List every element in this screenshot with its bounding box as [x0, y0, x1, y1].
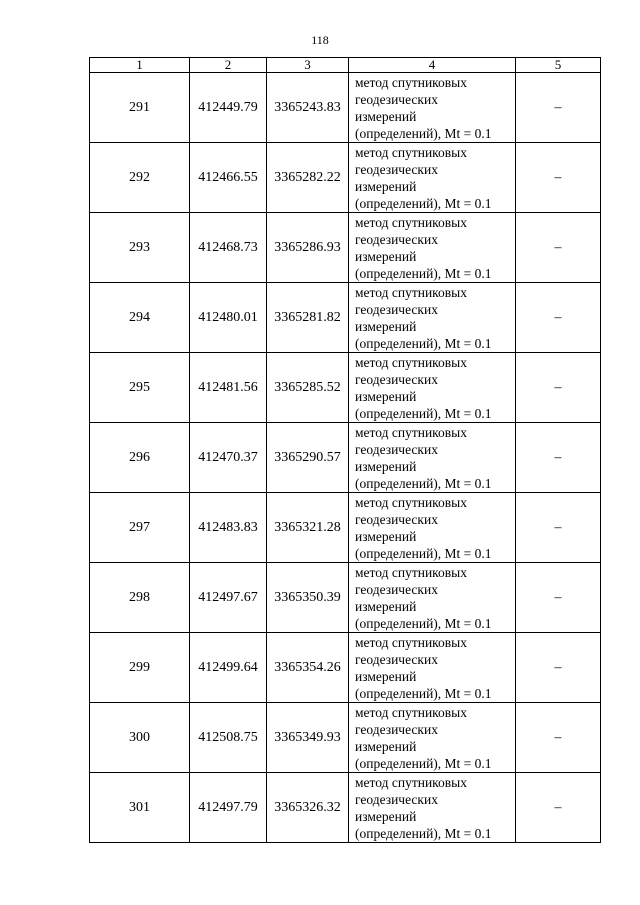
point-number-cell: 294	[90, 283, 190, 353]
method-cell: метод спутниковых геодезических измерений (определений), Mt = 0.1	[349, 493, 516, 563]
x-coordinate-cell: 412483.83	[190, 493, 267, 563]
method-cell: метод спутниковых геодезических измерений (определений), Mt = 0.1	[349, 563, 516, 633]
page-number: 118	[311, 33, 329, 47]
x-coordinate-cell: 412497.67	[190, 563, 267, 633]
note-cell: –	[516, 213, 601, 283]
header-col-4: 4	[349, 58, 516, 73]
x-coordinate-cell: 412466.55	[190, 143, 267, 213]
header-col-3: 3	[267, 58, 349, 73]
note-cell: –	[516, 353, 601, 423]
x-coordinate-cell: 412508.75	[190, 703, 267, 773]
point-number-cell: 297	[90, 493, 190, 563]
y-coordinate-cell: 3365350.39	[267, 563, 349, 633]
table-body	[90, 73, 601, 843]
method-cell: метод спутниковых геодезических измерений (определений), Mt = 0.1	[349, 423, 516, 493]
x-coordinate-cell: 412481.56	[190, 353, 267, 423]
table-row	[90, 633, 601, 703]
table-row	[90, 143, 601, 213]
y-coordinate-cell: 3365321.28	[267, 493, 349, 563]
y-coordinate-cell: 3365282.22	[267, 143, 349, 213]
table-row	[90, 73, 601, 143]
point-number-cell: 296	[90, 423, 190, 493]
note-cell: –	[516, 493, 601, 563]
table-row	[90, 773, 601, 843]
table-header	[90, 58, 601, 73]
point-number-cell: 300	[90, 703, 190, 773]
method-cell: метод спутниковых геодезических измерений (определений), Mt = 0.1	[349, 143, 516, 213]
y-coordinate-cell: 3365354.26	[267, 633, 349, 703]
point-number-cell: 291	[90, 73, 190, 143]
y-coordinate-cell: 3365290.57	[267, 423, 349, 493]
x-coordinate-cell: 412468.73	[190, 213, 267, 283]
note-cell: –	[516, 563, 601, 633]
note-cell: –	[516, 283, 601, 353]
table-row	[90, 563, 601, 633]
point-number-cell: 293	[90, 213, 190, 283]
table-row	[90, 703, 601, 773]
note-cell: –	[516, 143, 601, 213]
x-coordinate-cell: 412497.79	[190, 773, 267, 843]
table-row	[90, 353, 601, 423]
point-number-cell: 298	[90, 563, 190, 633]
x-coordinate-cell: 412499.64	[190, 633, 267, 703]
y-coordinate-cell: 3365281.82	[267, 283, 349, 353]
header-col-2: 2	[190, 58, 267, 73]
x-coordinate-cell: 412480.01	[190, 283, 267, 353]
note-cell: –	[516, 633, 601, 703]
y-coordinate-cell: 3365243.83	[267, 73, 349, 143]
method-cell: метод спутниковых геодезических измерений (определений), Mt = 0.1	[349, 773, 516, 843]
note-cell: –	[516, 73, 601, 143]
method-cell: метод спутниковых геодезических измерений (определений), Mt = 0.1	[349, 353, 516, 423]
y-coordinate-cell: 3365349.93	[267, 703, 349, 773]
table-row	[90, 493, 601, 563]
table-row	[90, 213, 601, 283]
table-row	[90, 423, 601, 493]
header-col-1: 1	[90, 58, 190, 73]
method-cell: метод спутниковых геодезических измерений (определений), Mt = 0.1	[349, 703, 516, 773]
method-cell: метод спутниковых геодезических измерений (определений), Mt = 0.1	[349, 633, 516, 703]
header-col-5: 5	[516, 58, 601, 73]
method-cell: метод спутниковых геодезических измерений (определений), Mt = 0.1	[349, 73, 516, 143]
x-coordinate-cell: 412470.37	[190, 423, 267, 493]
note-cell: –	[516, 423, 601, 493]
point-number-cell: 301	[90, 773, 190, 843]
x-coordinate-cell: 412449.79	[190, 73, 267, 143]
method-cell: метод спутниковых геодезических измерений (определений), Mt = 0.1	[349, 213, 516, 283]
point-number-cell: 299	[90, 633, 190, 703]
coordinates-table	[89, 57, 601, 843]
table-row	[90, 283, 601, 353]
method-cell: метод спутниковых геодезических измерений (определений), Mt = 0.1	[349, 283, 516, 353]
point-number-cell: 292	[90, 143, 190, 213]
note-cell: –	[516, 773, 601, 843]
y-coordinate-cell: 3365286.93	[267, 213, 349, 283]
point-number-cell: 295	[90, 353, 190, 423]
note-cell: –	[516, 703, 601, 773]
y-coordinate-cell: 3365285.52	[267, 353, 349, 423]
header-row	[90, 58, 601, 73]
y-coordinate-cell: 3365326.32	[267, 773, 349, 843]
